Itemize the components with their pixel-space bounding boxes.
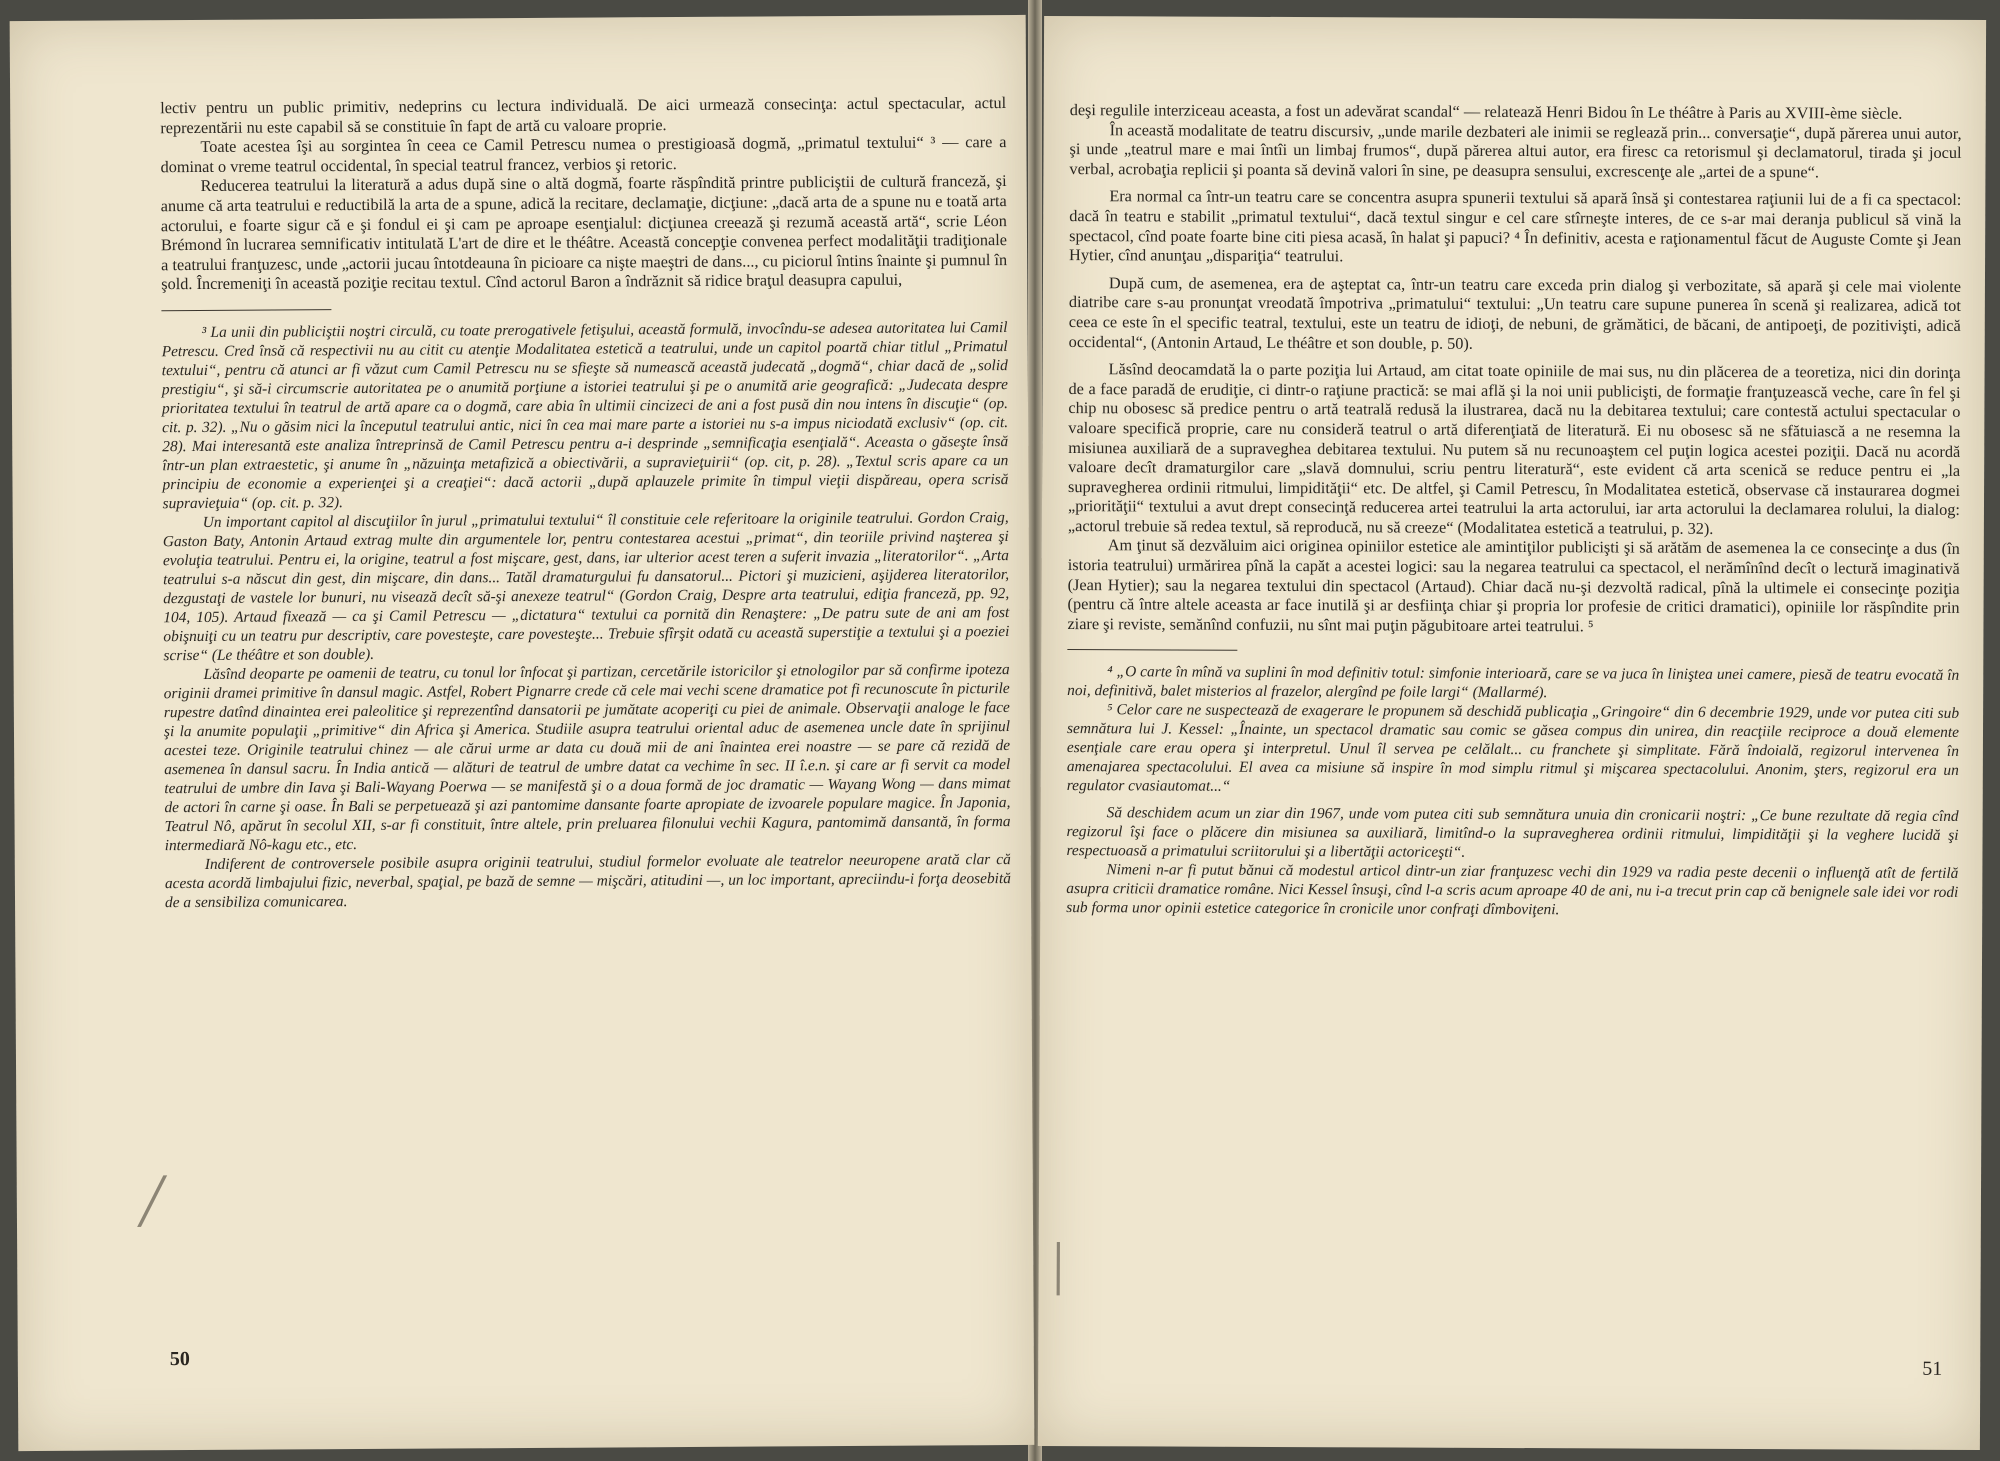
- pencil-mark: │: [1042, 1242, 1074, 1293]
- paragraph: Reducerea teatrului la literatură a adus după sine o altă dogmă, foarte răspîndită printre publiciştii de cultură franceză, şi anume că arta teatrului e reductibilă la arta de a spune, adică la recitare, declamaţie, dicţiune: „dacă arta de a spune nu e toată arta actorului, e foarte sigur că e şi fondul ei şi cam pe aproape esenţialul: dicţiunea creează şi rezumă această artă“, scrie Léon Brémond în lucrarea semnificativ intitulată L'art de dire et le théâtre. Această concepţie convenea perfect modalităţii tradiţionale a teatrului franţuzesc, unde „actorii jucau întotdeauna în picioare ca nişte maeştri de dans..., cu piciorul întins înainte şi pumnul în şold. Încremeniţi în această poziţie recitau textul. Cînd actorul Baron a îndrăznit să ridice braţul deasupra capului,: [160, 171, 1008, 294]
- footnote: Nimeni n-ar fi putut bănui că modestul articol dintr-un ziar franţuzesc vechi din 1929 va radia peste decenii o influenţă atît de fertilă asupra criticii dramatice române. Nici Kessel însuşi, cînd l-a scris acum aproape 40 de ani, nu i-a trecut prin cap că benignele sale idei vor rodi sub forma unor opinii estetice categorice în cronicile unor confraţi dîmboviţeni.: [1066, 861, 1959, 919]
- footnote: Indiferent de controversele posibile asupra originii teatrului, studiul formelor evoluate ale teatrelor neeuropene arată clar că acesta acordă limbajului fizic, neverbal, spaţial, pe bază de semne — mişcări, atitudini —, un loc important, apreciindu-i forţa deosebită de a sensibiliza comunicarea.: [164, 850, 1011, 912]
- footnote: ⁴ „O carte în mînă va suplini în mod definitiv totul: simfonie interioară, care se va juca în liniştea unei camere, piesă de teatru evocată în noi, definitivă, balet misterios al frazelor, alergînd pe foile largi“ (Mallarmé).: [1067, 663, 1960, 702]
- page-number: 51: [1922, 1357, 1943, 1380]
- right-page: [1038, 16, 1986, 1450]
- footnote: ³ La unii din publiciştii noştri circulă, cu toate prerogativele fetişului, această formulă, invocîndu-se adesea autoritatea lui Camil Petrescu. Cred însă că respectivii nu au citit cu atenţie Modalitatea estetică a teatrului, unde un capitol poartă chiar titlul „Primatul textului“, pentru că atunci ar fi văzut cum Camil Petrescu nu se sfieşte să numească această judecată „dogmă“, chiar dacă de „solid prestigiu“, şi să-i circumscrie autoritatea pe o anumită porţiune a istoriei teatrului şi pe o anumită arie geografică: „Judecata despre prioritatea textului în teatrul de artă apare ca o dogmă, care abia în ultimii cincizeci de ani a fost pusă din nou intens în discuţie“ (op. cit. p. 32). „Nu o găsim nici la începutul teatrului antic, nici în cea mai mare parte a istoriei nu s-a impus niciodată exclusiv“ (op. cit. 28). Mai interesantă este analiza întreprinsă de Camil Petrescu pentru a-i desprinde „semnificaţia esenţială“. Aceasta o găseşte însă într-un plan extraestetic, şi anume în „năzuinţa metafizică a obiectivării, a supravieţuirii“ (op. cit, p. 28). „Textul scris apare ca un principiu de economie a experienţei şi a creaţiei“: dacă actorii „după aplauzele primite în timpul vieţii dispăreau, opera scrisă supravieţuia“ (op. cit. p. 32).: [161, 318, 1009, 513]
- page-number: 50: [169, 1348, 190, 1371]
- left-footnotes: [161, 318, 1011, 912]
- right-page-column: [1066, 100, 1962, 921]
- left-body-text: [160, 93, 1007, 294]
- paragraph: lectiv pentru un public primitiv, nedeprins cu lectura individuală. De aici urmează consecinţa: actul spectacular, actul reprezentării nu este capabil să se constituie în fapt de artă cu valoare proprie.: [160, 93, 1007, 137]
- footnote-divider: [161, 309, 331, 311]
- paragraph: După cum, de asemenea, era de aşteptat ca, într-un teatru care exceda prin dialog şi verbozitate, să apară şi cele mai violente diatribe care s-au pronunţat vreodată împotriva „primatului“ textului: „Un teatru care supune punerea în scenă şi realizarea, adică tot ceea ce este în el specific teatral, textului, este un teatru de idioţi, de nebuni, de grămătici, de băcani, de antipoeţi, de pozitivişti, adică occidental“, (Antonin Artaud, Le théâtre et son double, p. 50).: [1068, 272, 1961, 353]
- footnote: Lăsînd deoparte pe oamenii de teatru, cu tonul lor înfocat şi partizan, cercetările istoricilor şi etnologilor par să confirme ipoteza originii dramei primitive în dansul magic. Astfel, Robert Pignarre crede că cele mai vechi scene dramatice pot fi recunoscute în picturile rupestre datînd dinaintea erei paleolitice şi reprezentînd dansatorii pe jumătate acoperiţi cu piei de animale. Observaţii analoge le face şi la anumite populaţii „primitive“ din Africa şi America. Studiile asupra teatrului oriental aduc de asemenea uncle date în sprijinul acestei teze. Originile teatrului chinez — ale cărui urme ar data cu două mii de ani înaintea erei noastre — se pare că rezidă de asemenea în dansul sacru. În India antică — alături de teatrul de umbre datat ca vechime în sec. II î.e.n. şi care ar fi servit ca model teatrului de umbre din Iava şi Bali-Wayang Poerwa — se manifestă şi o a doua formă de joc dramatic — Wayang Wong — dans mimat de actori în carne şi oase. În Bali se perpetuează şi azi pantomime dansante foarte apropiate de izvoarele populare magice. În Japonia, Teatrul Nô, apărut în secolul XII, s-ar fi constituit, între altele, prin preluarea filonului vechii Kagura, pantomimă dansantă, în forma intermediară Nô-kagu etc., etc.: [163, 660, 1011, 855]
- footnote-divider: [1067, 649, 1237, 651]
- footnote: Să deschidem acum un ziar din 1967, unde vom putea citi sub semnătura unuia din cronicarii noştri: „Ce bune rezultate dă regia cînd regizorul îşi face o plăcere din misiunea sa auxiliară, limitînd-o la supravegherea ordinii ritmului, limpidităţii şi la veghere lucidă şi respectuoasă a primatului scriitorului şi a libertăţii actoriceşti“.: [1066, 804, 1959, 862]
- paragraph: Lăsînd deocamdată la o parte poziţia lui Artaud, am citat toate opiniile de mai sus, nu din plăcerea de a teoretiza, nici din dorinţa de a face paradă de erudiţie, ci dintr-o raţiune practică: se mai află şi la noi unii publicişti, de formaţie franţuzească veche, care în fel şi chip nu obosesc să predice pentru o artă teatrală redusă la ilustrarea, dacă nu la debitarea textului; care contestă actului spectacular o valoare specifică proprie, care nu consideră teatrul o artă diferenţiată de literatură. Ei nu obosesc să ne sfătuiască a ne resemna la misiunea auxiliară de a supraveghea debitarea textului. Nu putem să nu recunoaştem cel puţin logica acestei poziţii. Dacă nu acordă valoare decît dramaturgilor care „slavă domnului, scriu pentru literatură“, este evident că arta scenică se reduce pentru ei „la supravegherea ordinii ritmului, limpidităţii“ etc. De altfel, şi Camil Petrescu, în Modalitatea estetică, observase că instaurarea dogmei „priorităţii“ textului a avut drept consecinţă reducerea artei teatrului la arta actorului, iar arta actorului la declamarea rolului, la dialog: „actorul trebuie să redea textul, să reproducă, nu să creeze“ (Modalitatea estetică a teatrului, p. 32).: [1067, 359, 1961, 538]
- left-page: [10, 15, 1035, 1451]
- footnote: Un important capitol al discuţiilor în jurul „primatului textului“ îl constituie cele referitoare la originile teatrului. Gordon Craig, Gaston Baty, Antonin Artaud extrag multe din argumentele lor, pentru contestarea acestui „primat“, din teoriile privind naşterea şi evoluţia teatrului. Pentru ei, la origine, teatrul a fost mişcare, gest, dans, iar ulterior acest teren a suferit invazia „literatorilor“. „Arta teatrului s-a născut din gest, din mişcare, din dans... Tatăl dramaturgului fu dansatorul... Pictori şi muzicieni, aşijderea literatorilor, dezgustaţi de vastele lor bunuri, nu visează decît să-şi anexeze teatrul“ (Gordon Craig, Despre arta teatrului, ediţia franceză, pp. 92, 104, 105). Artaud fixează — ca şi Camil Petrescu — „dictatura“ textului ca pornită din Renaştere: „De patru sute de ani am fost obişnuiţi cu un teatru pur descriptiv, care povesteşte, care povesteşte... Trebuie sfîrşit odată cu această superstiţie a textului şi a poeziei scrise“ (Le théâtre et son double).: [162, 508, 1010, 665]
- right-body-text: [1067, 100, 1961, 637]
- paragraph: Am ţinut să dezvăluim aici originea opiniilor estetice ale amintiţilor publicişti şi să arătăm de asemenea la ce consecinţe a dus (în istoria teatrului) urmărirea pînă la capăt a acestei logici: sau la negarea teatrului ca spectacol, el nerămînînd decît o lectură imaginativă (Jean Hytier); sau la negarea textului din spectacol (Artaud). Chiar dacă nu-şi dezvoltă radical, pînă la ultimele ei consecinţe poziţia (pentru că între altele aceasta ar face inutilă şi ar desfiinţa chiar şi propria lor profesie de critici dramatici), opiniile lor răspîndite prin ziare şi reviste, semănînd confuzii, nu sînt mai puţin păgubitoare artei teatrului. ⁵: [1067, 535, 1960, 636]
- pencil-mark: ╱: [138, 1177, 166, 1227]
- paragraph: Era normal ca într-un teatru care se concentra asupra spunerii textului să apară însă şi contestarea raţiunii lui de a fi ca spectacol: dacă în teatru e stabilit „primatul textului“, dacă textul singur e cel care stîrneşte interes, de ce s-ar mai deranja publicul să vină la spectacol, cînd poate foarte bine citi piesa acasă, în halat şi papuci? ⁴ În definitiv, acesta e raţionamentul făcut de Auguste Comte şi Jean Hytier, cînd anunţau „dispariţia“ teatrului.: [1069, 186, 1962, 266]
- paragraph: Toate acestea îşi au sorgintea în ceea ce Camil Petrescu numea o prestigioasă dogmă, „primatul textului“ ³ — care a dominat o vreme teatrul occidental, în special teatrul francez, verbios şi retoric.: [160, 132, 1007, 176]
- right-footnotes: [1066, 662, 1959, 921]
- paragraph: În această modalitate de teatru discursiv, „unde marile dezbateri ale inimii se reglează prin... conversaţie“, după părerea unui autor, şi unde „teatrul mare e mai întîi un limbaj frumos“, după părerea altui autor, era firesc ca retorismul şi declamatorul, tirada şi jocul verbal, acrobaţia replicii şi poanta să devină valori în sine, pe deasupra sensului, excrescenţe ale „artei de a spune“.: [1069, 119, 1962, 182]
- footnote: ⁵ Celor care ne suspectează de exagerare le propunem să deschidă publicaţia „Gringoire“ din 6 decembrie 1929, unde vor putea citi sub semnătura lui J. Kessel: „Înainte, un spectacol dramatic sau comic se găsea compus din unirea, din reacţiile reciproce a două elemente esenţiale care erau opera şi interpretul. Unul îl servea pe celălalt... cu franchete şi simplitate. Fără îndoială, regizorul intervenea în amenajarea spectacolului. El avea ca misiune să inspire în mod simplu ritmul şi mişcarea spectacolului. Anonim, şters, regizorul era un regulator cvasiautomat...“: [1066, 701, 1960, 796]
- left-page-column: [160, 93, 1011, 912]
- paragraph: deşi regulile interziceau aceasta, a fost un adevărat scandal“ — relatează Henri Bidou în Le théâtre à Paris au XVIII-ème siècle.: [1069, 100, 1903, 123]
